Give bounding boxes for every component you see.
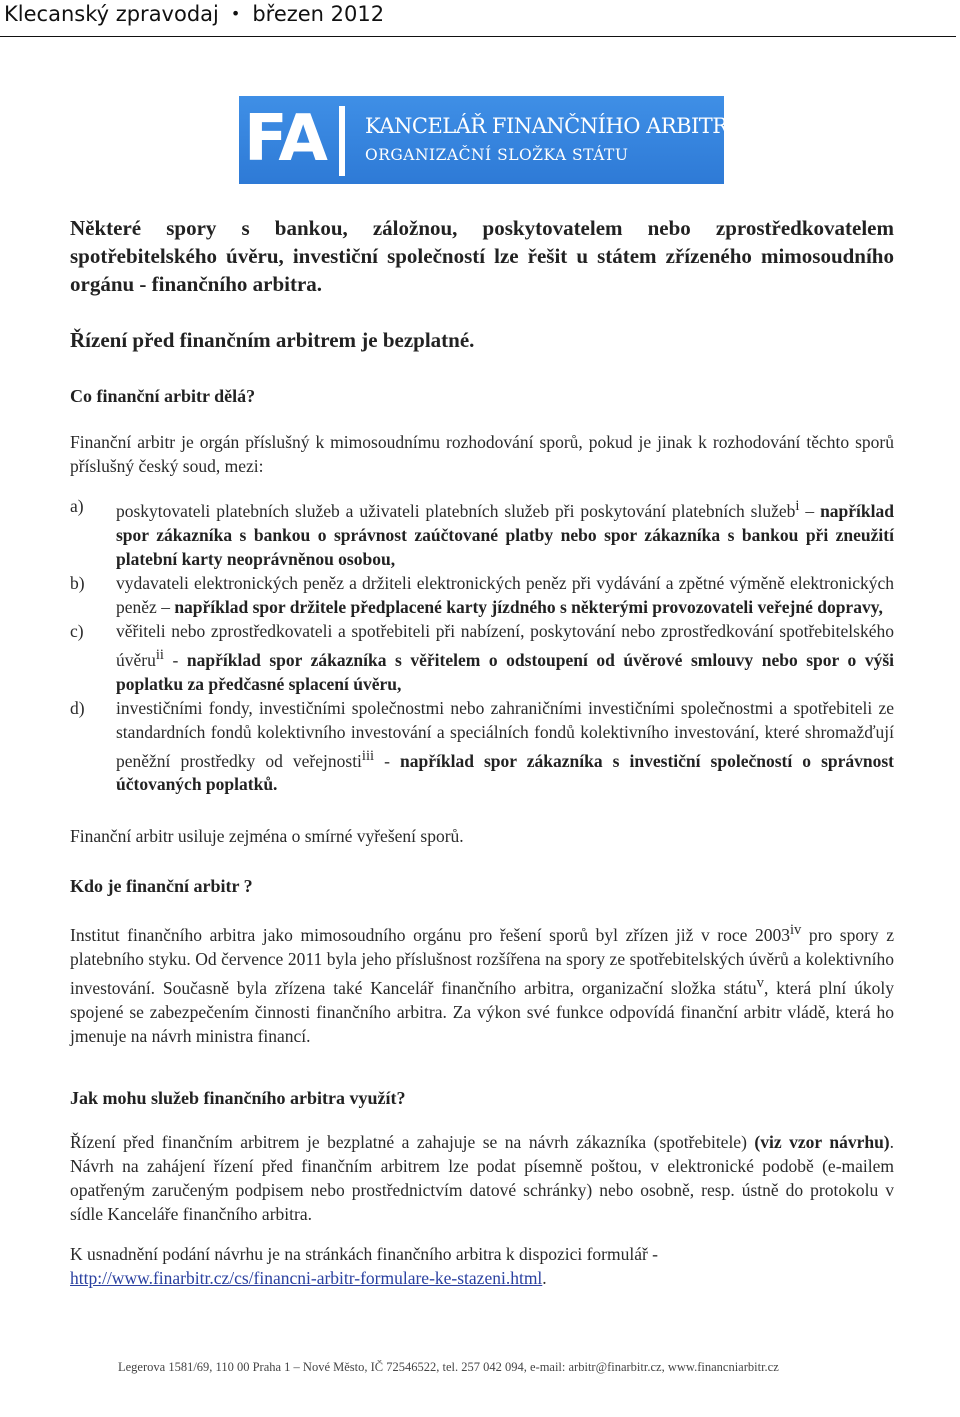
how-text-1: Řízení před finančním arbitrem je bezplatné a zahajuje se na návrh zákazníka (spotřebitele) bbox=[70, 1132, 755, 1152]
logo-mark: FA bbox=[244, 102, 326, 176]
form-sample-ref: (viz vzor návrhu) bbox=[754, 1132, 890, 1152]
list-item-text: věřiteli nebo zprostředkovateli a spotřebiteli při nabízení, poskytování nebo zprostředkování spotřebitelského úvěru bbox=[116, 620, 894, 670]
section-heading-how: Jak mohu služeb finančního arbitra využít? bbox=[70, 1088, 406, 1108]
footnote-ref: i bbox=[795, 498, 800, 514]
who-text-1: Institut finančního arbitra jako mimosoudního orgánu pro řešení sporů byl zřízen již v roce 2003 bbox=[70, 924, 790, 945]
list-item-text: poskytovateli platebních služeb a uživateli platebních služeb při poskytování platebních služeb bbox=[116, 500, 796, 521]
logo-subtitle: ORGANIZAČNÍ SLOŽKA STÁTU bbox=[365, 146, 629, 164]
list-item-example: například spor zákazníka s věřitelem o odstoupení od úvěrové smlouvy nebo spor o výši poplatku za předčasné splacení úvěru, bbox=[116, 649, 894, 694]
section-paragraph-who bbox=[70, 918, 894, 1048]
footnote-ref: ii bbox=[155, 646, 164, 663]
list-item-example: například spor zákazníka s investiční společností o správnost účtovaných poplatků. bbox=[116, 750, 895, 795]
list-item-example: například spor držitele předplacené karty jízdného s některými provozovateli veřejné dopravy, bbox=[174, 596, 883, 617]
list-marker: c) bbox=[70, 620, 84, 641]
page-footer: Legerova 1581/69, 110 00 Praha 1 – Nové Město, IČ 72546522, tel. 257 042 094, e-mail: arbitr@finarbitr.cz, www.financniarbitr.cz bbox=[118, 1360, 779, 1374]
section-heading-what: Co finanční arbitr dělá? bbox=[70, 386, 256, 406]
form-paragraph bbox=[70, 1242, 894, 1290]
publication-title: Klecanský zpravodaj bbox=[4, 2, 219, 26]
list-marker: d) bbox=[70, 697, 85, 718]
logo-divider bbox=[339, 106, 345, 176]
link-period: . bbox=[542, 1268, 547, 1288]
section-heading-who: Kdo je finanční arbitr ? bbox=[70, 876, 253, 896]
forms-link[interactable]: http://www.finarbitr.cz/cs/financni-arbitr-formulare-ke-stazeni.html bbox=[70, 1268, 543, 1288]
footnote-ref: iii bbox=[361, 747, 375, 764]
free-notice: Řízení před finančním arbitrem je bezplatné. bbox=[70, 328, 475, 352]
list-item-sep: – bbox=[799, 500, 821, 521]
list-item bbox=[70, 494, 894, 571]
intro-paragraph: Některé spory s bankou, záložnou, poskytovatelem nebo zprostředkovatelem spotřebitelského úvěru, investiční společností lze řešit u státem zřízeného mimosoudního orgánu - finančního arbitra. bbox=[70, 216, 894, 296]
logo-name: KANCELÁŘ FINANČNÍHO ARBITRA bbox=[365, 114, 743, 138]
issue-date: březen 2012 bbox=[252, 2, 385, 26]
section-paragraph-how bbox=[70, 1130, 894, 1226]
dispute-list bbox=[70, 494, 894, 796]
list-marker: a) bbox=[70, 496, 84, 516]
list-item-sep: – bbox=[156, 596, 175, 617]
list-item-text: vydavateli elektronických peněz a držiteli elektronických peněz při vydávání a zpětné výměně elektronických peněz bbox=[116, 572, 894, 617]
list-item bbox=[70, 696, 894, 797]
list-item-sep: - bbox=[374, 750, 401, 771]
footnote-ref: iv bbox=[789, 922, 802, 938]
newsletter-header bbox=[0, 0, 956, 37]
form-text: K usnadnění podání návrhu je na stránkách finančního arbitra k dispozici formulář - bbox=[70, 1244, 659, 1264]
list-item-example: například spor zákazníka s bankou o správnost zaúčtované platby nebo spor zákazníka s bankou při zneužití platební karty neoprávněnou osobou, bbox=[116, 500, 894, 569]
list-item bbox=[70, 571, 894, 619]
section-paragraph-what: Finanční arbitr je orgán příslušný k mimosoudnímu rozhodování sporů, pokud je jinak k rozhodování těchto sporů příslušný český soud, mezi: bbox=[70, 432, 894, 476]
list-item-text: investičními fondy, investičními společnostmi nebo zahraničními investičními společnostmi a spotřebiteli ze standardních fondů kolektivního investování a speciálních fondů kolektivního investování, které shromažďují peněžní prostředky od veřejnosti bbox=[116, 697, 894, 771]
how-text-2: . Návrh na zahájení řízení před finančním arbitrem lze podat písemně poštou, v elektronické podobě (e-mailem opatřeným zaručeným podpisem nebo prostřednictvím datové schránky) nebo osobně, resp. ústně do protokolu v sídle Kanceláře finančního arbitra. bbox=[70, 1132, 894, 1224]
bullet-separator: • bbox=[230, 4, 241, 23]
fa-logo bbox=[239, 96, 743, 184]
section-closing: Finanční arbitr usiluje zejména o smírné vyřešení sporů. bbox=[70, 826, 464, 846]
who-text-2: pro spory z platebního styku. Od července 2011 byla jeho příslušnost rozšířena na spory ze spotřebitelských úvěrů a kolektivního investování. Současně byla zřízena také Kancelář finančního arbitra, organizační složka státu bbox=[70, 924, 894, 998]
list-item bbox=[70, 619, 894, 696]
list-marker: b) bbox=[70, 572, 85, 593]
footnote-ref: v bbox=[756, 974, 764, 991]
list-item-sep: - bbox=[163, 649, 187, 670]
who-text-3: , která plní úkoly spojené se zabezpečením činnosti finančního arbitra. Za výkon své funkce odpovídá finanční arbitr vládě, která ho jmenuje na návrh ministra financí. bbox=[70, 977, 894, 1046]
